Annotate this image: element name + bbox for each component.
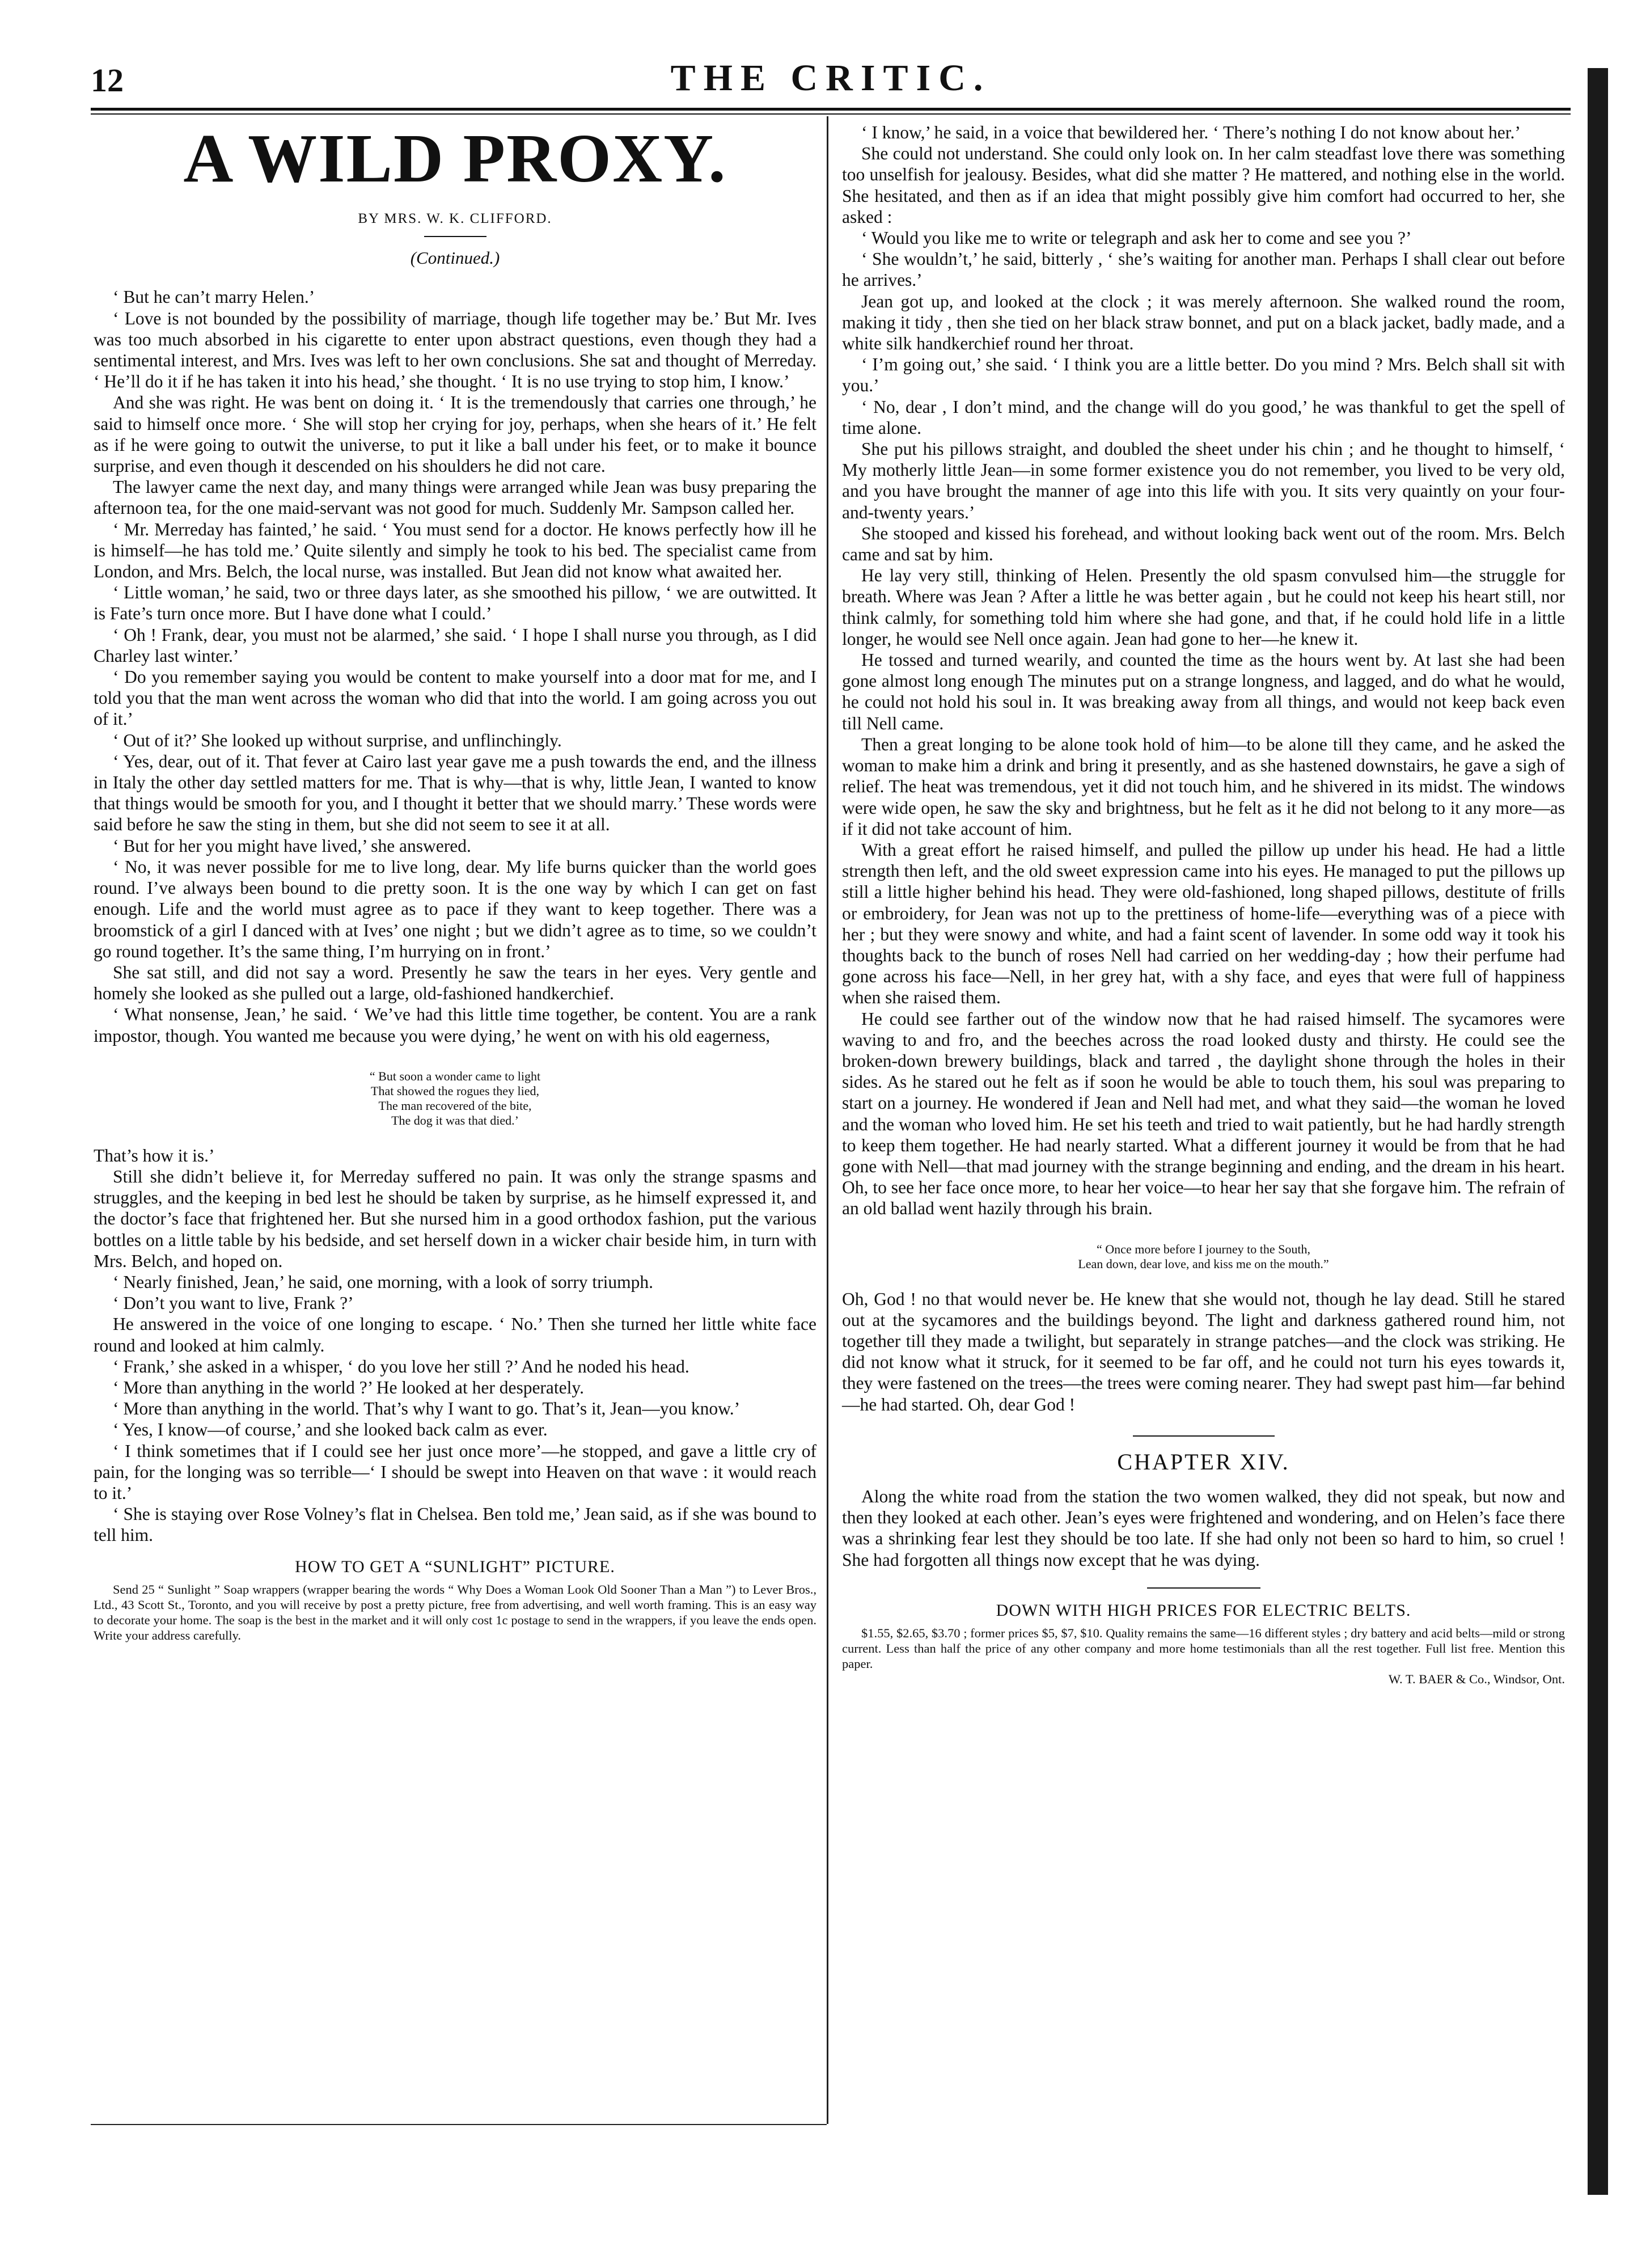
- paragraph: ‘ I know,’ he said, in a voice that bewildered her. ‘ There’s nothing I do not know about her.’: [861, 123, 1521, 142]
- paragraph: ‘ What nonsense, Jean,’ he said. ‘ We’ve had this little time together, be content. You are a rank impostor, though. You wanted me because you were dying,’ he went on with his old eagerness,: [94, 1004, 816, 1046]
- paragraph: That’s how it is.’: [94, 1145, 215, 1165]
- paragraph: ‘ More than anything in the world ?’ He looked at her desperately.: [113, 1377, 584, 1397]
- paragraph: ‘ But he can’t marry Helen.’: [113, 287, 315, 307]
- paragraph: ‘ Yes, dear, out of it. That fever at Cairo last year gave me a push towards the end, and the illness in Italy the other day settled matters for me. That is why—that is why, little Jean, I wanted to know that things would be smooth for you, and I thought it better that we should marry.’ These words were said before he saw the sting in them, but she did not seem to see it at all.: [94, 751, 816, 835]
- paragraph: With a great effort he raised himself, and pulled the pillow up under his head. He had a little strength then left, and the old sweet expression came into his eyes. He managed to put the pillows up still a little higher behind his head. They were old-fashioned, long shaped pillows, destitute of frills or embroidery, for Jean was not up to the prettiness of home-life—everything was of a piece with her ; but they were snowy and white, and had a faint scent of lavender. In some odd way it took his thoughts back to the bunch of roses Nell had carried on her wedding-day ; how their perfume had gone across his face—Nell, in her grey hat, with a shy face, and eyes that were full of happiness when she raised them.: [842, 839, 1565, 1008]
- paragraph: He tossed and turned wearily, and counted the time as the hours went by. At last she had been gone almost long enough The minutes put on a strange longness, and lagged, and do what he would, he could not hold his soul in. It was breaking away from all things, and would not keep back even till Nell came.: [842, 650, 1565, 733]
- story-title: A WILD PROXY.: [183, 120, 727, 197]
- paragraph: ‘ No, dear , I don’t mind, and the change will do you good,’ he was thankful to get the spell of time alone.: [842, 396, 1565, 438]
- byline: BY MRS. W. K. CLIFFORD.: [358, 211, 552, 226]
- story-body-part-4: [842, 1289, 1565, 1415]
- byline-rule: [424, 236, 486, 237]
- paragraph: Still she didn’t believe it, for Merreday suffered no pain. It was only the strange spasms and struggles, and the keeping in bed lest he should be taken by surprise, as he himself expressed it, and the doctor’s face that frightened her. But she nursed him in a good orthodox fashion, put the various bottles on a little table by his bedside, and set herself down in a wicker chair beside him, in turn with Mrs. Belch, and hoped on.: [94, 1166, 816, 1271]
- story-body-part-1: [94, 286, 816, 1046]
- left-column: [94, 122, 816, 1643]
- paragraph: Jean got up, and looked at the clock ; it was merely afternoon. She walked round the room, making it tidy , then she tied on her black straw bonnet, and put on a black jacket, badly made, and a white silk handkerchief round her throat.: [842, 291, 1565, 354]
- paragraph: The lawyer came the next day, and many things were arranged while Jean was busy preparing the afternoon tea, for the one maid-servant was not good for much. Suddenly Mr. Sampson called her.: [94, 477, 816, 518]
- paragraph: ‘ Nearly finished, Jean,’ he said, one morning, with a look of sorry triumph.: [113, 1272, 653, 1292]
- right-column: [842, 122, 1565, 1687]
- paragraph: ‘ Out of it?’ She looked up without surprise, and unflinchingly.: [113, 730, 562, 750]
- paragraph: She sat still, and did not say a word. Presently he saw the tears in her eyes. Very gentle and homely she looked as she pulled out a large, old-fashioned handkerchief.: [94, 962, 816, 1004]
- ad-body: Send 25 “ Sunlight ” Soap wrappers (wrapper bearing the words “ Why Does a Woman Look Old Sooner Than a Man ”) to Lever Bros., Ltd., 43 Scott St., Toronto, and you will receive by post a pretty picture, free from advertising, and well worth framing. This is an easy way to decorate your home. The soap is the best in the market and it will only cost 1c postage to send in the wrappers, if you leave the ends open. Write your address carefully.: [94, 1582, 816, 1642]
- chapter-heading: CHAPTER XIV.: [1117, 1448, 1290, 1475]
- paragraph: ‘ No, it was never possible for me to live long, dear. My life burns quicker than the world goes round. I’ve always been bound to die pretty soon. It is the one way by which I can get on fast enough. Life and the world must agree as to pace if they want to keep together. There was a broomstick of a girl I danced with at Ives’ one night ; but we didn’t agree as to time, so we couldn’t go round together. It’s the same thing, I’m hurrying on in front.’: [94, 856, 816, 961]
- ad-signature-row: [842, 1671, 1565, 1687]
- paragraph: And she was right. He was bent on doing it. ‘ It is the tremendously that carries one through,’ he said to himself once more. ‘ She will stop her crying for joy, perhaps, when she hears of it.’ He felt as if he were going to outwit the universe, to put it like a ball under his feet, or to make it bounce surprise, and even though it descended on his shoulders he did not care.: [94, 392, 816, 476]
- paragraph: She put his pillows straight, and doubled the sheet under his chin ; and he thought to himself, ‘ My motherly little Jean—in some former existence you do not remember, you lived to be very old, and you have brought the manner of age into this life with you. It sits very quaintly on your four-and-twenty years.’: [842, 439, 1565, 522]
- paragraph: ‘ Mr. Merreday has fainted,’ he said. ‘ You must send for a doctor. He knows perfectly how ill he is himself—he has told me.’ Quite silently and simply he took to his bed. The specialist came from London, and Mrs. Belch, the local nurse, was installed. But Jean did not know what awaited her.: [94, 519, 816, 582]
- header-rule-thin: [91, 113, 1571, 115]
- verse-line: The dog it was that died.’: [391, 1113, 519, 1127]
- page-number: 12: [91, 62, 124, 99]
- story-body-part-3: [842, 122, 1565, 1219]
- page-header: [91, 57, 1571, 102]
- header-rule: [91, 108, 1571, 111]
- paragraph: Along the white road from the station the two women walked, they did not speak, but now and then they looked at each other. Jean’s eyes were frightened and wondering, and on Helen’s face there was a shrinking fear lest they should be too late. If she had only not been so hard to him, so cruel ! She had forgotten all things now except that he was dying.: [842, 1486, 1565, 1570]
- verse-line: “ But soon a wonder came to light: [369, 1068, 541, 1083]
- paragraph: He answered in the voice of one longing to escape. ‘ No.’ Then she turned her little white face round and looked at him calmly.: [94, 1314, 816, 1355]
- verse-quotation: [842, 1242, 1565, 1272]
- chapter-rule: [1133, 1435, 1275, 1437]
- verse-line: Lean down, dear love, and kiss me on the mouth.”: [1078, 1256, 1329, 1271]
- paragraph: ‘ Little woman,’ he said, two or three days later, as she smoothed his pillow, ‘ we are outwitted. It is Fate’s turn once more. But I have done what I could.’: [94, 582, 816, 624]
- paragraph: ‘ Yes, I know—of course,’ and she looked back calm as ever.: [113, 1420, 548, 1440]
- continued-note: (Continued.): [410, 248, 500, 268]
- paragraph: ‘ I’m going out,’ she said. ‘ I think you are a little better. Do you mind ? Mrs. Belch shall sit with you.’: [842, 354, 1565, 396]
- paragraph: ‘ Do you remember saying you would be content to make yourself into a door mat for me, and I told you that the man went across the woman who did that into the world. I am going across you out of it.’: [94, 667, 816, 729]
- paragraph: ‘ Frank,’ she asked in a whisper, ‘ do you love her still ?’ And he noded his head.: [113, 1356, 689, 1376]
- verse-line: That showed the rogues they lied,: [371, 1083, 539, 1098]
- paragraph: He lay very still, thinking of Helen. Presently the old spasm convulsed him—the struggle for breath. Where was Jean ? After a little he was better again , but he could not keep his heart still, nor think calmly, for something told him where she had gone, and that, if he could hold life in a little longer, he would see Nell once again. Jean had gone to her—he knew it.: [842, 565, 1565, 649]
- story-body-part-2: [94, 1145, 816, 1546]
- column-divider: [827, 116, 828, 2124]
- paragraph: ‘ She wouldn’t,’ he said, bitterly , ‘ she’s waiting for another man. Perhaps I shall clear out before he arrives.’: [842, 249, 1565, 290]
- electric-belts-advertisement: [842, 1600, 1565, 1687]
- paragraph: She stooped and kissed his forehead, and without looking back went out of the room. Mrs. Belch came and sat by him.: [842, 523, 1565, 565]
- paragraph: ‘ More than anything in the world. That’s why I want to go. That’s it, Jean—you know.’: [113, 1399, 741, 1419]
- paragraph: ‘ Oh ! Frank, dear, you must not be alarmed,’ she said. ‘ I hope I shall nurse you through, as I did Charley last winter.’: [94, 624, 816, 666]
- paragraph: ‘ Don’t you want to live, Frank ?’: [113, 1293, 354, 1314]
- verse-line: The man recovered of the bite,: [378, 1098, 532, 1113]
- binding-edge: [1588, 68, 1608, 2195]
- paragraph: Then a great longing to be alone took hold of him—to be alone till they came, and he asked the woman to make him a drink and bring it presently, and as she hastened downstairs, he gave a sigh of relief. The heat was tremendous, yet it did not touch him, and he shivered in its midst. The windows were wide open, he saw the sky and brightness, but he felt as it he did not belong to it any more—as if it did not take account of him.: [842, 734, 1565, 839]
- ad-body: $1.55, $2.65, $3.70 ; former prices $5, $7, $10. Quality remains the same—16 different styles ; dry battery and acid belts—mild or strong current. Less than half the price of any other company and more home testimonials than all the rest together. Full list free. Mention this paper.: [842, 1626, 1565, 1671]
- verse-line: “ Once more before I journey to the South,: [1097, 1241, 1310, 1256]
- paragraph: ‘ But for her you might have lived,’ she answered.: [113, 835, 471, 856]
- paragraph: ‘ Love is not bounded by the possibility of marriage, though life together may be.’ But Mr. Ives was too much absorbed in his cigarette to enter upon abstract questions, even though they had a sentimental interest, and Mrs. Ives was left to her own conclusions. She sat and thought of Merreday. ‘ He’ll do it if he has taken it into his head,’ she thought. ‘ It is no use trying to stop him, I know.’: [94, 308, 816, 392]
- paragraph: He could see farther out of the window now that he had raised himself. The sycamores were waving to and fro, and the beeches across the road looked dusty and thirsty. He could see the broken-down brewery buildings, black and tarred , the daylight shone through the holes in their sides. As he stared out he felt as if soon he would be able to touch them, his soul was preparing to start on a journey. He wondered if Jean and Nell had met, and what they said—the woman he loved and the woman who loved him. He set his teeth and tried to wait patiently, but he had hardly strength to keep them together. He had nearly started. What a different journey it would be from that he had gone with Nell—that mad journey with the strange beginning and ending, and the dream in his heart. Oh, to see her face once more, to hear her voice—to hear her say that she forgave him. The refrain of an old ballad went hazily through his brain.: [842, 1008, 1565, 1219]
- paragraph: ‘ She is staying over Rose Volney’s flat in Chelsea. Ben told me,’ Jean said, as if she was bound to tell him.: [94, 1504, 816, 1545]
- paragraph: She could not understand. She could only look on. In her calm steadfast love there was something too unselfish for jealousy. Besides, what did she matter ? He mattered, and nothing else in the world. She hesitated, and then as if an idea that might possibly give him comfort had occurred to her, she asked :: [842, 143, 1565, 227]
- verse-quotation: [94, 1069, 816, 1128]
- paragraph: ‘ Would you like me to write or telegraph and ask her to come and see you ?’: [861, 228, 1412, 248]
- footer-rule: [91, 2124, 827, 2125]
- sunlight-advertisement: [94, 1556, 816, 1643]
- ad-signature: W. T. BAER & Co., Windsor, Ont.: [1388, 1672, 1565, 1686]
- ad-heading: HOW TO GET A “SUNLIGHT” PICTURE.: [295, 1557, 615, 1576]
- paragraph: ‘ I think sometimes that if I could see her just once more’—he stopped, and gave a little cry of pain, for the longing was so terrible—‘ I should be swept into Heaven on that wave : it would reach to it.’: [94, 1441, 816, 1503]
- chapter-body: [842, 1486, 1565, 1570]
- paragraph: Oh, God ! no that would never be. He knew that she would not, though he lay dead. Still he stared out at the sycamores and the buildings beyond. The light and darkness gathered round him, not together till they made a twilight, but separately in strange patches—and the clock was striking. He did not know what it struck, for it seemed to be far off, and he could not turn his eyes towards it, they were fastened on the trees—the trees were coming nearer. They had swept past him—far behind—he had started. Oh, dear God !: [842, 1289, 1565, 1414]
- ad-heading: DOWN WITH HIGH PRICES FOR ELECTRIC BELTS.: [996, 1600, 1411, 1620]
- newspaper-title: THE CRITIC.: [670, 57, 991, 99]
- ad-rule: [1147, 1587, 1260, 1589]
